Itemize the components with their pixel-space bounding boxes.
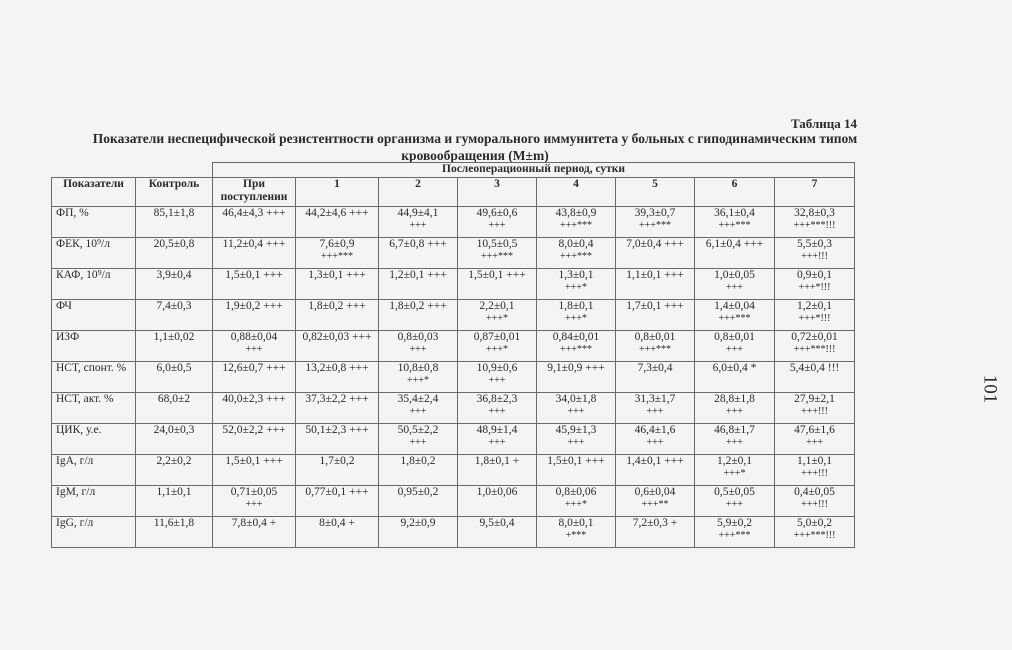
cell-significance: +++* [565,499,587,510]
table-row [52,269,855,300]
cell-significance: +++*** [481,251,513,262]
indicator-cell: ФЕК, 10⁹/л [52,238,136,269]
cell-value: 1,1±0,1 [797,455,833,467]
value-cell [695,393,775,424]
cell-significance: +++!!! [801,468,828,479]
cell-value: 1,8±0,1 [558,300,594,312]
indicator-cell: IgA, г/л [52,455,136,486]
value-cell [616,455,695,486]
value-cell [458,486,537,517]
cell-significance: +++ [488,220,506,231]
value-cell [695,455,775,486]
value-cell [458,362,537,393]
value-cell [458,207,537,238]
value-cell [616,362,695,393]
value-cell [136,300,213,331]
cell-value: 1,0±0,05 [714,269,755,281]
cell-value: 5,0±0,2 [797,517,833,529]
cell-significance: +++*** [718,313,751,324]
cell-value: 1,3±0,1 [558,269,594,281]
cell-value: 24,0±0,3 [153,424,195,436]
cell-value: 0,8±0,01 [634,331,676,343]
table-row [52,362,855,393]
cell-value: 32,8±0,3 [794,207,835,219]
value-cell [379,362,458,393]
cell-value: 6,1±0,4 +++ [705,238,764,250]
indicator-cell: НСТ, спонт. % [52,362,136,393]
cell-value: 0,8±0,03 [397,331,439,343]
table-row [52,486,855,517]
indicator-cell: ЦИК, у.е. [52,424,136,455]
value-cell [695,424,775,455]
cell-value: 10,9±0,6 [476,362,518,374]
value-cell [775,362,855,393]
cell-value: 85,1±1,8 [153,207,195,219]
cell-value: 1,8±0,2 +++ [389,300,447,312]
value-cell [695,362,775,393]
value-cell [296,269,379,300]
value-cell [213,517,296,548]
value-cell [136,207,213,238]
cell-value: 0,8±0,01 [714,331,755,343]
table-row [52,207,855,238]
cell-value: 0,77±0,1 +++ [305,486,369,498]
indicator-cell: ФП, % [52,207,136,238]
value-cell [458,517,537,548]
cell-value: 44,9±4,1 [397,207,439,219]
cell-value: 0,82±0,03 +++ [302,331,372,343]
cell-value: 47,6±1,6 [794,424,835,436]
cell-significance: +++***!!! [793,344,836,355]
cell-value: 44,2±4,6 +++ [305,207,369,219]
indicator-cell: ФЧ [52,300,136,331]
cell-value: 28,8±1,8 [714,393,755,405]
value-cell [616,424,695,455]
cell-value: 35,4±2,4 [397,393,439,405]
cell-value: 1,5±0,1 +++ [225,455,283,467]
cell-value: 8±0,4 + [319,517,355,529]
value-cell [616,393,695,424]
cell-value: 5,5±0,3 [797,238,833,250]
cell-significance: +++*** [639,344,671,355]
cell-value: 1,2±0,1 +++ [389,269,447,281]
cell-significance: +++* [565,313,587,324]
value-cell [458,331,537,362]
cell-significance: +++ [806,437,823,448]
value-cell [136,455,213,486]
cell-value: 27,9±2,1 [794,393,835,405]
value-cell [136,517,213,548]
cell-value: 1,9±0,2 +++ [225,300,283,312]
value-cell [616,238,695,269]
cell-value: 48,9±1,4 [476,424,518,436]
value-cell [296,331,379,362]
cell-value: 34,0±1,8 [555,393,597,405]
value-cell [136,424,213,455]
cell-value: 6,7±0,8 +++ [389,238,447,250]
column-header: 7 [775,178,855,207]
cell-value: 49,6±0,6 [476,207,518,219]
cell-value: 9,1±0,9 +++ [547,362,605,374]
value-cell [616,207,695,238]
cell-significance: +++***!!! [793,530,836,541]
cell-value: 6,0±0,4 * [712,362,757,374]
cell-value: 46,4±4,3 +++ [222,207,286,219]
cell-significance: +++* [486,344,508,355]
cell-value: 11,2±0,4 +++ [222,238,286,250]
indicator-cell: ИЗФ [52,331,136,362]
value-cell [695,238,775,269]
cell-significance: +++*!!! [798,313,831,324]
cell-value: 1,8±0,2 +++ [308,300,366,312]
value-cell [136,486,213,517]
column-header: При поступлении [213,178,296,207]
value-cell [775,455,855,486]
cell-significance: +++*** [639,220,671,231]
cell-value: 1,4±0,04 [714,300,755,312]
value-cell [775,517,855,548]
cell-value: 7,3±0,4 [637,362,673,374]
value-cell [379,455,458,486]
cell-value: 1,4±0,1 +++ [626,455,684,467]
indicator-cell: IgG, г/л [52,517,136,548]
cell-value: 20,5±0,8 [153,238,195,250]
cell-significance: +++* [723,468,746,479]
cell-value: 5,9±0,2 [716,517,753,529]
table-row [52,300,855,331]
value-cell [213,393,296,424]
value-cell [296,424,379,455]
value-cell [379,393,458,424]
cell-significance: +++ [567,437,585,448]
table-row [52,424,855,455]
value-cell [775,300,855,331]
value-cell [616,300,695,331]
cell-value: 1,3±0,1 +++ [308,269,366,281]
cell-value: 7,2±0,3 + [632,517,678,529]
cell-value: 1,1±0,02 [153,331,195,343]
cell-significance: +++* [407,375,429,386]
value-cell [775,486,855,517]
cell-value: 1,5±0,1 +++ [225,269,283,281]
value-cell [379,238,458,269]
cell-significance: +++*** [560,251,592,262]
value-cell [537,207,616,238]
value-cell [537,486,616,517]
cell-value: 1,7±0,2 [319,455,355,467]
value-cell [213,486,296,517]
cell-value: 37,3±2,2 +++ [305,393,369,405]
cell-significance: +++*** [560,220,592,231]
value-cell [379,269,458,300]
cell-value: 1,0±0,06 [476,486,518,498]
cell-significance: +++ [488,437,506,448]
cell-value: 10,5±0,5 [476,238,518,250]
cell-value: 9,2±0,9 [400,517,436,529]
value-cell [458,300,537,331]
cell-significance: +++ [409,406,427,417]
cell-significance: +++***!!! [793,220,836,231]
cell-significance: +++ [245,499,263,510]
cell-value: 1,5±0,1 +++ [547,455,605,467]
cell-value: 6,0±0,5 [156,362,192,374]
value-cell [695,486,775,517]
value-cell [213,455,296,486]
value-cell [775,207,855,238]
value-cell [537,517,616,548]
cell-value: 1,8±0,2 [400,455,436,467]
cell-value: 0,95±0,2 [397,486,439,498]
value-cell [458,269,537,300]
value-cell [296,207,379,238]
cell-value: 43,8±0,9 [555,207,597,219]
value-cell [296,393,379,424]
cell-value: 40,0±2,3 +++ [222,393,286,405]
column-header: 3 [458,178,537,207]
value-cell [616,331,695,362]
cell-significance: +++ [726,344,743,355]
cell-value: 9,5±0,4 [479,517,515,529]
cell-significance: +++*** [321,251,353,262]
column-header: 6 [695,178,775,207]
value-cell [136,393,213,424]
cell-value: 1,5±0,1 +++ [468,269,526,281]
cell-value: 12,6±0,7 +++ [222,362,286,374]
cell-value: 50,1±2,3 +++ [305,424,369,436]
value-cell [379,486,458,517]
cell-significance: +++ [245,344,263,355]
cell-significance: +++ [726,282,743,293]
value-cell [296,362,379,393]
cell-value: 45,9±1,3 [555,424,597,436]
cell-significance: +++ [646,437,664,448]
value-cell [775,238,855,269]
cell-significance: +++ [646,406,664,417]
cell-value: 13,2±0,8 +++ [305,362,369,374]
cell-value: 5,4±0,4 !!! [789,362,840,374]
group-header: Послеоперационный период, сутки [213,163,855,178]
value-cell [379,424,458,455]
cell-value: 8,0±0,1 [558,517,594,529]
value-cell [213,207,296,238]
value-cell [695,207,775,238]
cell-value: 1,8±0,1 + [474,455,520,467]
value-cell [296,455,379,486]
value-cell [695,331,775,362]
value-cell [775,331,855,362]
cell-value: 52,0±2,2 +++ [222,424,286,436]
cell-significance: +++ [726,437,743,448]
value-cell [296,517,379,548]
cell-significance: +++ [726,406,743,417]
value-cell [379,207,458,238]
cell-value: 0,6±0,04 [634,486,676,498]
column-header: 4 [537,178,616,207]
indicator-cell: КАФ, 10⁹/л [52,269,136,300]
value-cell [616,517,695,548]
indicator-cell: IgM, г/л [52,486,136,517]
value-cell [775,269,855,300]
cell-value: 31,3±1,7 [634,393,676,405]
cell-significance: +++ [488,375,506,386]
cell-significance: +++* [565,282,587,293]
value-cell [379,331,458,362]
value-cell [537,269,616,300]
cell-value: 1,2±0,1 [716,455,753,467]
value-cell [537,424,616,455]
value-cell [379,517,458,548]
value-cell [458,455,537,486]
value-cell [213,269,296,300]
cell-value: 1,2±0,1 [797,300,833,312]
value-cell [775,424,855,455]
cell-significance: +++*** [560,344,592,355]
cell-value: 2,2±0,1 [479,300,515,312]
value-cell [379,300,458,331]
value-cell [695,517,775,548]
value-cell [458,393,537,424]
table-title: Показатели неспецифической резистентности организма и гуморального иммунитета у больных с гиподинамическим типом кровообращения (M±m) [92,131,858,163]
table-row [52,331,855,362]
cell-significance: +++ [409,220,427,231]
cell-significance: +++*** [718,220,751,231]
cell-significance: +++!!! [801,499,828,510]
cell-value: 1,1±0,1 [156,486,192,498]
cell-value: 7,8±0,4 + [231,517,277,529]
cell-value: 0,72±0,01 [791,331,838,343]
cell-significance: +++*!!! [798,282,831,293]
cell-value: 36,8±2,3 [476,393,518,405]
value-cell [136,238,213,269]
page-number: 101 [979,374,1001,404]
cell-value: 11,6±1,8 [153,517,195,529]
cell-value: 0,9±0,1 [797,269,833,281]
value-cell [537,455,616,486]
cell-value: 2,2±0,2 [156,455,192,467]
cell-value: 0,84±0,01 [552,331,600,343]
cell-significance: +++ [726,499,743,510]
value-cell [616,269,695,300]
cell-value: 0,71±0,05 [230,486,278,498]
cell-significance: +++ [409,344,427,355]
value-cell [213,362,296,393]
value-cell [458,424,537,455]
cell-significance: +++!!! [801,406,828,417]
value-cell [537,362,616,393]
cell-significance: +++ [567,406,585,417]
table-row [52,393,855,424]
column-header: Контроль [136,178,213,207]
cell-value: 39,3±0,7 [634,207,676,219]
value-cell [136,269,213,300]
cell-value: 1,7±0,1 +++ [626,300,684,312]
cell-value: 0,4±0,05 [794,486,835,498]
value-cell [695,269,775,300]
cell-value: 0,5±0,05 [714,486,755,498]
value-cell [213,424,296,455]
column-header: 2 [379,178,458,207]
cell-significance: +++* [486,313,508,324]
value-cell [616,486,695,517]
cell-value: 36,1±0,4 [714,207,755,219]
value-cell [213,238,296,269]
value-cell [136,362,213,393]
cell-value: 1,1±0,1 +++ [626,269,684,281]
cell-value: 46,8±1,7 [714,424,755,436]
column-header: 1 [296,178,379,207]
data-table [51,162,855,548]
cell-value: 68,0±2 [157,393,191,405]
value-cell [537,300,616,331]
cell-significance: +++ [409,437,427,448]
value-cell [296,238,379,269]
column-header: Показатели [52,178,136,207]
value-cell [775,393,855,424]
value-cell [537,331,616,362]
indicator-cell: НСТ, акт. % [52,393,136,424]
cell-value: 0,8±0,06 [555,486,597,498]
cell-value: 7,6±0,9 [319,238,355,250]
table-caption: Таблица 14 [790,116,857,131]
cell-significance: +++*** [718,530,751,541]
value-cell [458,238,537,269]
table-row [52,455,855,486]
cell-value: 3,9±0,4 [156,269,192,281]
value-cell [537,393,616,424]
cell-value: 0,87±0,01 [473,331,521,343]
header-blank [52,163,213,178]
value-cell [296,300,379,331]
cell-value: 7,0±0,4 +++ [626,238,684,250]
cell-value: 10,8±0,8 [397,362,439,374]
cell-significance: +++** [641,499,669,510]
value-cell [695,300,775,331]
column-header: 5 [616,178,695,207]
cell-value: 7,4±0,3 [156,300,192,312]
cell-value: 50,5±2,2 [397,424,439,436]
table-row [52,238,855,269]
cell-value: 0,88±0,04 [230,331,278,343]
cell-significance: +++!!! [801,251,828,262]
value-cell [213,331,296,362]
value-cell [537,238,616,269]
cell-value: 8,0±0,4 [558,238,594,250]
value-cell [296,486,379,517]
table-row [52,517,855,548]
cell-significance: +++ [488,406,506,417]
cell-significance: +*** [565,530,587,541]
value-cell [136,331,213,362]
cell-value: 46,4±1,6 [634,424,676,436]
value-cell [213,300,296,331]
